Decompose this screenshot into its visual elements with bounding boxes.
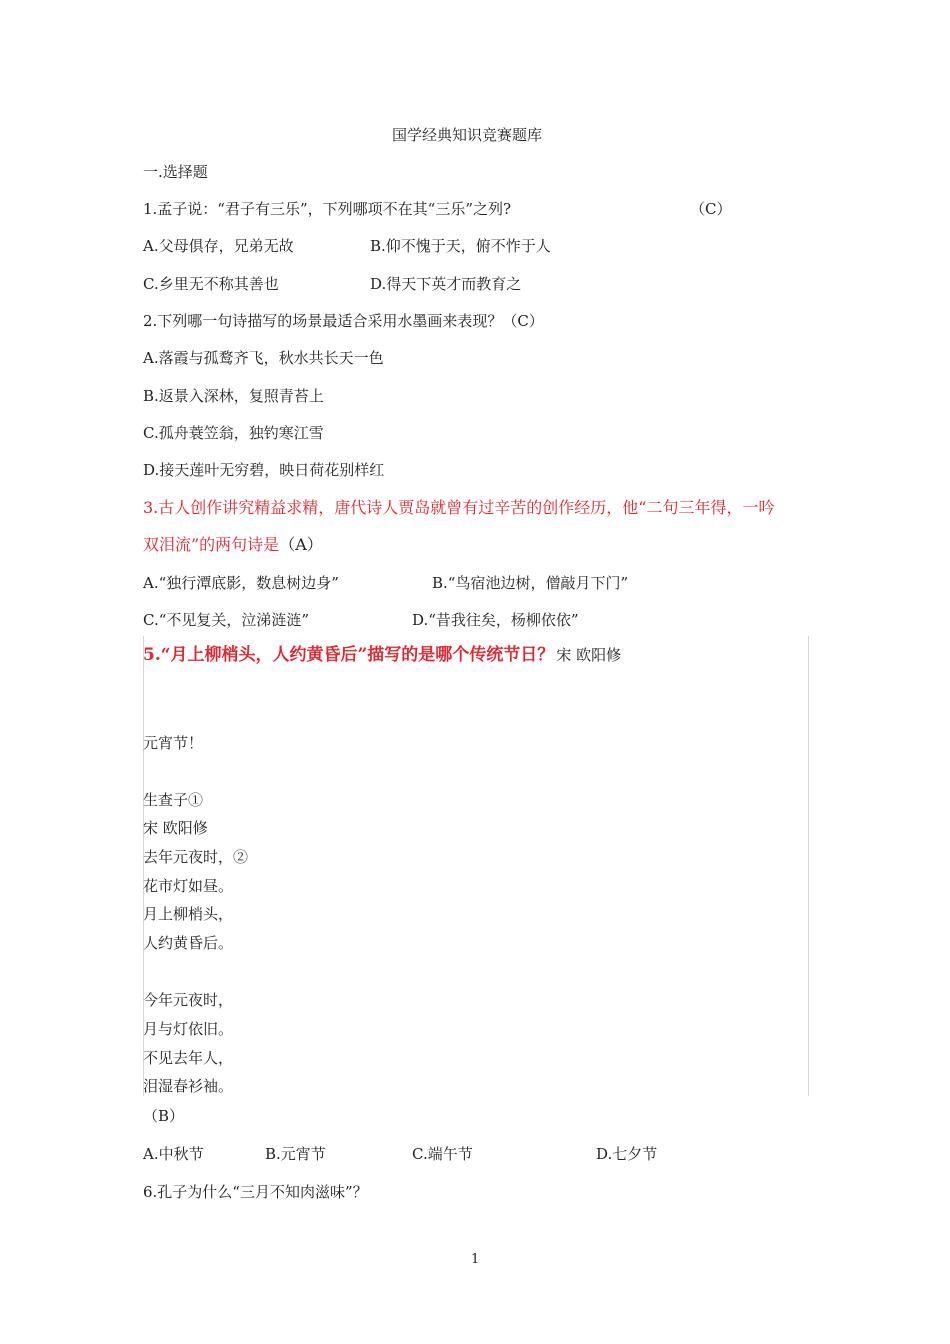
question-2-option-c: C.孤舟蓑笠翁，独钓寒江雪: [143, 424, 324, 442]
question-1-answer: （C）: [690, 200, 732, 218]
question-2-option-d: D.接天莲叶无穷碧，映日荷花别样红: [143, 461, 385, 479]
question-2-option-a: A.落霞与孤鹜齐飞，秋水共长天一色: [143, 349, 384, 367]
question-3-option-c: C.“不见复关，泣涕涟涟”: [143, 611, 310, 629]
question-3-option-d: D.“昔我往矣，杨柳依依”: [412, 611, 579, 629]
question-5-note: 元宵节！: [143, 734, 204, 752]
question-3-text-line2: [143, 535, 323, 555]
poem-line: 去年元夜时，②: [143, 848, 249, 866]
question-1-option-a: A.父母俱存，兄弟无故: [143, 237, 294, 255]
poem-author: 宋 欧阳修: [143, 819, 208, 837]
poem-line: 今年元夜时，: [143, 991, 234, 1009]
question-5-text: 5.“月上柳梢头，人约黄昏后”描写的是哪个传统节日？: [143, 645, 555, 665]
poem-line: 不见去年人，: [143, 1049, 234, 1067]
question-5-option-a: A.中秋节: [143, 1145, 204, 1163]
question-6-text: 6.孔子为什么“三月不知肉滋味”？: [143, 1183, 368, 1201]
question-5-option-d: D.七夕节: [596, 1145, 658, 1163]
question-3-option-a: A.“独行潭底影，数息树边身”: [143, 574, 339, 592]
question-2-option-b: B.返景入深林，复照青苔上: [143, 387, 324, 405]
question-1-text: 1.孟子说：“君子有三乐”，下列哪项不在其“三乐”之列?: [143, 200, 512, 218]
question-3-text-line2-red: 双泪流”的两句诗是: [143, 535, 280, 554]
question-3-answer: （A）: [279, 535, 323, 554]
question-2-text: 2.下列哪一句诗描写的场景最适合采用水墨画来表现？（C）: [143, 312, 544, 330]
question-5-answer: （B）: [143, 1107, 185, 1125]
page-number: 1: [471, 1252, 480, 1267]
section-heading: 一.选择题: [143, 163, 208, 181]
poem-line: 月与灯依旧。: [143, 1020, 234, 1038]
question-3-text-line1: 3.古人创作讲究精益求精，唐代诗人贾岛就曾有过辛苦的创作经历，他“二句三年得，一吟: [143, 498, 775, 517]
question-5-option-b: B.元宵节: [265, 1145, 326, 1163]
question-1-option-b: B.仰不愧于天，俯不怍于人: [370, 237, 551, 255]
embed-right-border: [808, 636, 809, 1096]
poem-line: 月上柳梢头，: [143, 905, 234, 923]
poem-line: 泪湿春衫袖。: [143, 1077, 234, 1095]
poem-title: 生查子①: [143, 791, 204, 809]
question-1-option-d: D.得天下英才而教育之: [370, 275, 522, 293]
question-5-option-c: C.端午节: [412, 1145, 473, 1163]
document-title: 国学经典知识竞赛题库: [392, 126, 543, 144]
question-1-option-c: C.乡里无不称其善也: [143, 275, 279, 293]
question-5-author-inline: 宋 欧阳修: [556, 646, 622, 664]
poem-line: 花市灯如昼。: [143, 877, 234, 895]
question-5-line: [143, 645, 621, 665]
question-3-option-b: B.“鸟宿池边树，僧敲月下门”: [432, 574, 629, 592]
poem-line: 人约黄昏后。: [143, 934, 234, 952]
